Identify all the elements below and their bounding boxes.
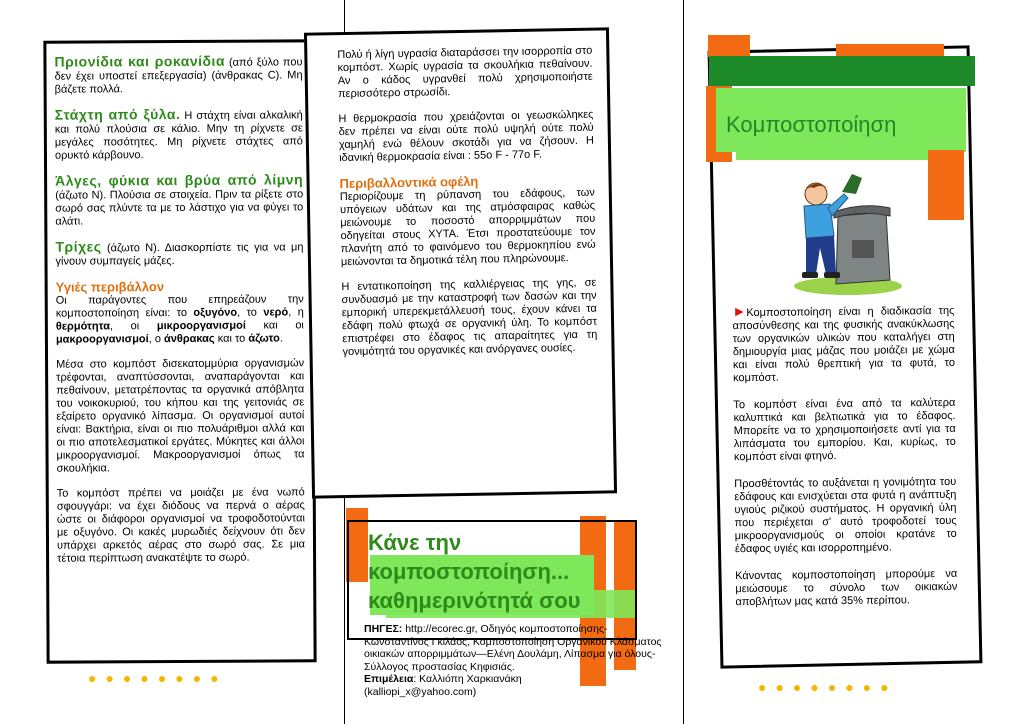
healthy-env-heading: Υγιές περιβάλλον: [55, 279, 165, 295]
sources-text: http://ecorec.gr, Οδηγός κομποστοποίησης-Κωνσταντίνος Γκιλάος, Κομποστοποίηση Οργανικού Κλάσματος οικιακών απορριμμάτων—Ελένη Δουλάμη, Λίπασμα για όλους-Σύλλογος προστασίας Κηφισιάς.: [364, 623, 662, 673]
hair-text: (άζωτο N). Διασκορπίστε τις για να μη γίνουν συμπαγείς μάζες.: [55, 241, 304, 268]
cover-title: Κομποστοποίηση: [726, 112, 897, 137]
waste-items: [842, 174, 862, 194]
algae-text: (άζωτο N). Πλούσια σε στοιχεία. Πριν τα ρίξετε στο σωρό σας πλύντε τα με το λάστιχο για να φύγει το αλάτι.: [55, 188, 304, 228]
compost-illustration: [786, 168, 906, 298]
reduction-paragraph: Κάνοντας κομποστοποίηση μπορούμε να μειώσουμε το σύνολο των οικιακών αποβλήτων μας κατά 35% περίπου.: [735, 567, 958, 609]
editor-name: : Καλλιόπη Χαρκιανάκη: [413, 673, 522, 685]
right-decor-dots: ●●●●●●●●: [758, 679, 898, 695]
benefits-paragraph: Περιορίζουμε τη ρύπανση του εδάφους, των υπόγειων υδάτων και της ατμόσφαιρας καθώς μειώνουμε το ποσοστό απορριμμάτων που οδηγείται στους ΧΥΤΑ. Έτσι προστατεύουμε τον πλανήτη από το φαινόμενο του θερμοκηπίου ενώ μειώνονται τα δημοτικά τέλη που πληρώνουμε.: [339, 186, 596, 269]
slogan-text: [368, 528, 580, 615]
left-panel-text: [54, 54, 305, 565]
left-panel: [43, 39, 316, 663]
ash-text: Η στάχτη είναι αλκαλική και πολύ πλούσια σε κάλιο. Μην τη ρίχνετε σε μεγάλες ποσότητες. Μη ρίχνετε στάχτες από ορυκτό κάρβουνο.: [54, 109, 303, 162]
organisms-paragraph: Μέσα στο κομπόστ δισεκατομμύρια οργανισμών τρέφονται, αναπτύσσονται, αναπαράγονται και πεθαίνουν, μετατρέποντας τα οργανικά απόβλητα του νοικοκυριού, του κήπου και της γειτονιάς σε εξαίρετο οργανικό λίπασμα. Οι οργανισμοί αυτοί είναι: Βακτήρια, είναι οι πιο πολυάριθμοι αλλά και οι πιο αποτελεσματικοί εργάτες. Μύκητες και άλλοι μικροοργανισμοί. Μακροοργανισμοί όπως τα σκουλήκια.: [56, 357, 305, 475]
editor-email: (kalliopi_x@yahoo.com): [364, 685, 477, 698]
person-pants: [806, 236, 836, 274]
person-shoe-right: [824, 272, 840, 278]
left-decor-dots: ●●●●●●●●: [88, 670, 228, 686]
slogan-line-3: καθημερινότητά σου: [368, 588, 581, 613]
fold-line-right: [683, 0, 684, 724]
sources-label: ΠΗΓΕΣ:: [364, 623, 403, 635]
definition-paragraph: Κομποστοποίηση είναι η διαδικασία της αποσύνθεσης και της φυσικής ανακύκλωσης των οργανικών υλικών που καταλήγει στη δημιουργία μιας μάζας που μοιάζει με χώμα και είναι πολύ θρεπτική για τα φυτά, το κομπόστ.: [732, 304, 956, 385]
algae-heading: Άλγες, φύκια και βρύα από λίμνη: [55, 171, 304, 189]
person-shoe-left: [802, 272, 818, 278]
cover-green-small: [736, 140, 942, 160]
cover-orange-right: [928, 150, 964, 220]
fertility-paragraph: Προσθέτοντάς το αυξάνεται η γονιμότητα του εδάφους και ενισχύεται στα φυτά η ανάπτυξη υγιούς ριζικού συστήματος. Η οργανική ύλη που περιέχεται σ' αυτό τροφοδοτεί τους μικροοργανισμούς οι οποίοι κρατάνε το έδαφος υγιές και ισορροπημένο.: [734, 475, 957, 556]
cover-text: [732, 303, 957, 621]
soil-paragraph: Η εντατικοποίηση της καλλιέργειας της γης, σε συνδυασμό με την καταστροφή των δασών και την εμπορική υπερεκμετάλλευσή τους, έχουν κάνει τα εδάφη πολύ φτωχά σε οργανική ύλη. Το κομπόστ επιστρέφει στο έδαφος τις απαραίτητες για τη γονιμότητά του οργανικές και ανόργανες ουσίες.: [341, 276, 598, 359]
temperature-paragraph: Η θερμοκρασία που χρειάζονται οι γεωσκώληκες δεν πρέπει να είναι ούτε πολύ υψηλή ούτε πολύ χαμηλή ενώ θέλουν σκοτάδι για να ζήσουν. Η ιδανική θερμοκρασία είναι : 55ο F - 77ο F.: [338, 108, 594, 165]
slogan-line-2: κομποστοποίηση...: [368, 559, 570, 584]
sawdust-heading: Πριονίδια και ροκανίδια: [54, 52, 226, 70]
middle-panel: [304, 27, 617, 498]
red-triangle-icon: ►: [732, 303, 747, 320]
cover-dark-green-band: [709, 56, 975, 86]
sponge-paragraph: Το κομπόστ πρέπει να μοιάζει με ένα νωπό σφουγγάρι: να έχει διόδους να περνά ο αέρας ώστε οι διάφοροι οργανισμοί να τροφοδοτούνται με οξυγόνο. Οι κακές μυρωδιές δείχνουν ότι δεν υπάρχει αρκετός αέρας στο σωρό σας. Σε μια τέτοια περίπτωση ανακατέψτε το σωρό.: [56, 486, 306, 565]
sources-block: [364, 623, 664, 698]
bin-vent: [852, 240, 874, 258]
amendment-paragraph: Το κομπόστ είναι ένα από τα καλύτερα καλυπτικά και βελτιωτικά για το έδαφος. Μπορείτε να το χρησιμοποιήσετε αντί για τα λιπάσματα του εμπορίου. Και, κυρίως, το κομπόστ είναι φτηνό.: [733, 396, 956, 464]
slogan-line-1: Κάνε την: [368, 530, 462, 555]
sawdust-text: (από ξύλο που δεν έχει υποστεί επεξεργασία) (άνθρακας C). Μη βάζετε πολλά.: [54, 56, 303, 96]
cover-orange-top-2: [836, 44, 944, 56]
factors-paragraph: Οι παράγοντες που επηρεάζουν την κομποστοποίηση είναι: το οξυγόνο, το νερό, η θερμότητα, οι μικροοργανισμοί και οι μακροοργανισμοί, ο άνθρακας και το άζωτο.: [55, 293, 304, 346]
hair-heading: Τρίχες: [55, 238, 102, 255]
moisture-paragraph: Πολύ ή λίγη υγρασία διαταράσσει την ισορροπία στο κομπόστ. Χωρίς υγρασία τα σκουλήκια πεθαίνουν. Αν ο κάδος υγρανθεί πολύ χρησιμοποιήστε περισσότερο στρωσίδι.: [337, 44, 593, 101]
benefits-heading: Περιβαλλοντικά οφέλη: [339, 173, 479, 192]
cover-orange-top-1: [708, 35, 750, 57]
middle-panel-text: [337, 45, 597, 359]
editor-label: Επιμέλεια: [364, 673, 414, 685]
ash-heading: Στάχτη από ξύλα.: [54, 105, 181, 123]
